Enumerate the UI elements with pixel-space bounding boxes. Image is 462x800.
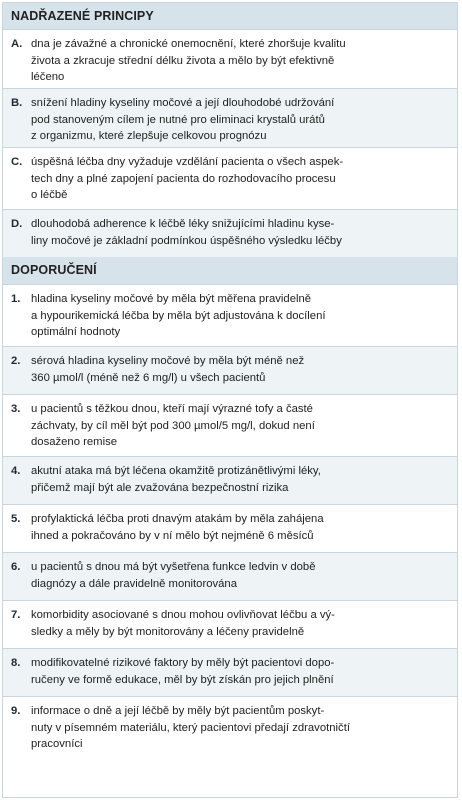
principle-row-b [3,88,457,147]
item-label: 3. [11,403,21,415]
principle-row-c [3,147,457,209]
item-text: úspěšná léčba dny vyžaduje vzdělání pacienta o všech aspek- tech dny a plné zapojení pacienta do rozhodovacího procesu o léčbě [31,156,344,201]
item-label: 5. [11,513,21,525]
principle-row-a [3,29,457,88]
item-label: 9. [11,705,21,717]
item-text: dlouhodobá adherence k léčbě léky snižujícími hladinu kyse- liny močové je základní podmínkou úspěšného výsledku léčby [31,218,342,247]
item-text: informace o dně a její léčbě by měly být pacientům poskyt- nuty v písemném materiálu, který pacientovi předají zdravotničtí pracovníci [31,705,350,750]
item-text: dna je závažné a chronické onemocnění, které zhoršuje kvalitu života a zkracuje střední délku života a mělo by být efektivně léčeno [31,38,346,83]
section-heading-principles: NADŘAZENÉ PRINCIPY [3,3,457,29]
item-label: 7. [11,609,21,621]
recommendation-row-7 [3,600,457,648]
item-label: 2. [11,355,21,367]
item-text: u pacientů s dnou má být vyšetřena funkce ledvin v době diagnózy a dále pravidelně monitorována [31,561,316,590]
recommendation-row-2 [3,346,457,394]
item-label: B. [11,97,23,109]
recommendation-row-4 [3,456,457,504]
item-label: 4. [11,465,21,477]
item-text: sérová hladina kyseliny močové by měla být méně než 360 µmol/l (méně než 6 mg/l) u všech pacientů [31,355,305,384]
recommendation-row-8 [3,648,457,696]
recommendation-row-5 [3,504,457,552]
item-text: modifikovatelné rizikové faktory by měly být pacientovi dopo- ručeny ve formě edukace, měl by být získán pro jejich plnění [31,657,335,686]
recommendation-row-9 [3,696,457,797]
item-label: D. [11,218,23,230]
item-text: snížení hladiny kyseliny močové a její dlouhodobé udržování pod stanoveným cílem je nutné pro eliminaci krystalů urátů z organizmu, které zlepšuje celkovou prognózu [31,97,335,142]
item-label: C. [11,156,23,168]
section-heading-recommendations: DOPORUČENÍ [3,257,457,284]
item-label: 1. [11,293,21,305]
recommendation-row-6 [3,552,457,600]
item-text: u pacientů s těžkou dnou, kteří mají výrazné tofy a časté záchvaty, by cíl měl být pod 300 µmol/5 mg/l, dokud není dosaženo remise [31,403,315,448]
recommendation-row-1 [3,284,457,346]
item-text: profylaktická léčba proti dnavým atakám by měla zahájena ihned a pokračováno by v ní mělo být nejméně 6 měsíců [31,513,324,542]
item-label: 6. [11,561,21,573]
item-label: A. [11,38,23,50]
recommendations-table [2,2,458,798]
item-text: komorbidity asociované s dnou mohou ovlivňovat léčbu a vý- sledky a měly by být monitorovány a léčeny pravidelně [31,609,335,638]
item-text: akutní ataka má být léčena okamžitě protizánětlivými léky, přičemž mají být ale zvažována bezpečnostní rizika [31,465,321,494]
item-text: hladina kyseliny močové by měla být měřena pravidelně a hypourikemická léčba by měla být adjustována k docílení optimální hodnoty [31,293,326,338]
item-label: 8. [11,657,21,669]
recommendation-row-3 [3,394,457,456]
principle-row-d [3,209,457,257]
